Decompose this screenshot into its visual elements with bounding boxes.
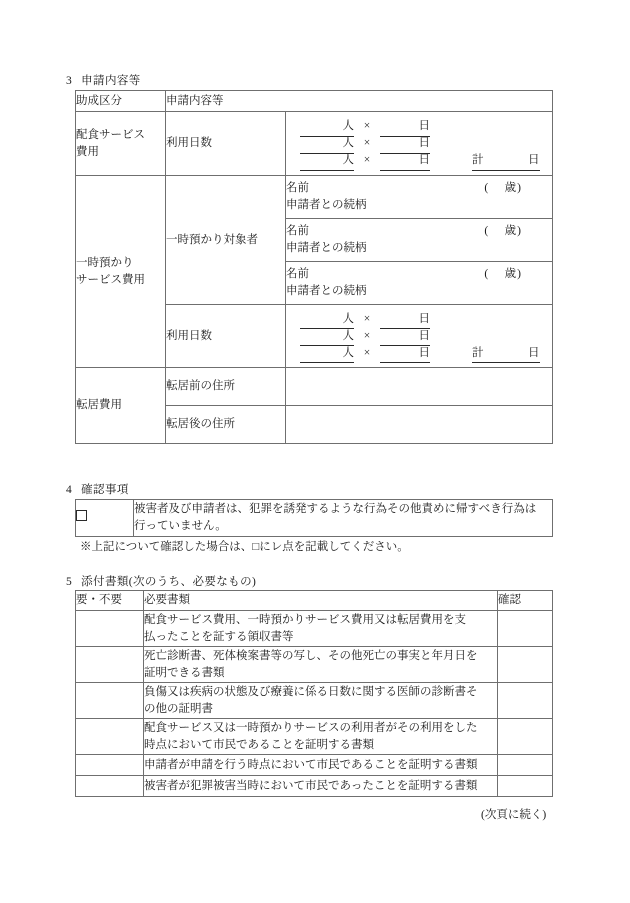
age-open-paren: ( xyxy=(484,225,490,238)
category-label-moving-cost: 転居費用 xyxy=(76,368,166,444)
category-label-temporary-care xyxy=(76,176,166,368)
person-name-label: 名前 xyxy=(286,268,309,281)
confirm-cell[interactable] xyxy=(498,776,553,797)
subject-label-temporary-care-days: 利用日数 xyxy=(166,305,286,368)
header-category: 助成区分 xyxy=(76,91,166,112)
category-label-line1: 配食サービス xyxy=(76,128,145,141)
required-cell[interactable] xyxy=(76,683,144,719)
temporary-care-person-cell[interactable] xyxy=(286,219,553,262)
total-label: 計 xyxy=(472,152,484,171)
person-relation-label: 申請者との続柄 xyxy=(286,199,367,211)
age-open-paren: ( xyxy=(484,268,490,281)
person-age-field[interactable] xyxy=(484,180,522,197)
document-line2: 証明できる書類 xyxy=(144,666,225,679)
days-row xyxy=(300,345,546,362)
confirmation-statement-line1: 被害者及び申請者は、犯罪を誘発するような行為その他責めに帰すべき行為は xyxy=(134,502,537,515)
header-document: 必要書類 xyxy=(144,591,498,611)
person-name-line xyxy=(286,266,552,283)
category-label-meal-service xyxy=(76,112,166,176)
days-row xyxy=(300,152,546,169)
label-address-before: 転居前の住所 xyxy=(166,368,286,406)
required-cell[interactable] xyxy=(76,611,144,647)
application-details-table xyxy=(75,90,553,444)
document-line2: 時点において市民であることを証明する書類 xyxy=(144,738,374,751)
temporary-care-person-cell[interactable] xyxy=(286,262,553,305)
confirm-cell[interactable] xyxy=(498,683,553,719)
temporary-care-days-input-cell[interactable] xyxy=(286,305,553,368)
day-count-blank[interactable]: 日 xyxy=(380,152,430,171)
total-days-blank[interactable]: 日 xyxy=(484,345,540,364)
age-close-paren: ) xyxy=(517,225,522,238)
day-count-blank[interactable]: 日 xyxy=(380,328,430,347)
document-line1: 配食サービス又は一時預かりサービスの利用者がその利用をした xyxy=(144,721,478,734)
document-cell xyxy=(144,611,498,647)
required-cell[interactable] xyxy=(76,719,144,755)
table-row xyxy=(76,719,553,755)
person-count-blank[interactable]: 人 xyxy=(300,328,354,347)
confirmation-note: ※上記について確認した場合は、□にレ点を記載してください。 xyxy=(80,541,409,553)
document-line1: 死亡診断書、死体検案書等の写し、その他死亡の事実と年月日を xyxy=(144,649,478,662)
age-unit: 歳 xyxy=(504,182,518,195)
person-count-blank[interactable]: 人 xyxy=(300,311,354,330)
meal-days-input-cell[interactable] xyxy=(286,112,553,176)
section-4-number: 4 xyxy=(66,484,73,496)
total-days-group xyxy=(472,152,540,171)
age-unit: 歳 xyxy=(504,268,518,281)
total-days-blank[interactable]: 日 xyxy=(484,152,540,171)
person-count-blank[interactable]: 人 xyxy=(300,135,354,154)
day-count-blank[interactable]: 日 xyxy=(380,135,430,154)
header-confirm: 確認 xyxy=(498,591,553,611)
temporary-care-days-block xyxy=(286,306,552,367)
label-address-after: 転居後の住所 xyxy=(166,406,286,444)
required-cell[interactable] xyxy=(76,755,144,776)
value-address-after[interactable] xyxy=(286,406,553,444)
confirmation-row xyxy=(76,500,553,537)
days-row xyxy=(300,135,546,152)
person-relation-label: 申請者との続柄 xyxy=(286,285,367,297)
table-row-moving-before xyxy=(76,368,553,406)
document-line1: 配食サービス費用、一時預かりサービス費用又は転居費用を支 xyxy=(144,613,466,626)
document-line2: の他の証明書 xyxy=(144,702,213,715)
section-5-title: 添付書類(次のうち、必要なもの) xyxy=(81,576,257,588)
document-cell xyxy=(144,755,498,776)
total-label: 計 xyxy=(472,345,484,364)
day-count-blank[interactable]: 日 xyxy=(380,345,430,364)
header-content: 申請内容等 xyxy=(166,91,553,112)
table-row xyxy=(76,683,553,719)
multiply-sign: × xyxy=(363,120,371,132)
table-header-row xyxy=(76,91,553,112)
table-row xyxy=(76,611,553,647)
confirmation-statement-line2: 行っていません。 xyxy=(134,520,227,532)
confirm-cell[interactable] xyxy=(498,611,553,647)
document-line1: 申請者が申請を行う時点において市民であることを証明する書類 xyxy=(144,758,478,771)
person-name-label: 名前 xyxy=(286,225,309,238)
person-age-field[interactable] xyxy=(484,266,522,283)
confirmation-statement xyxy=(134,500,553,537)
required-cell[interactable] xyxy=(76,647,144,683)
document-cell xyxy=(144,719,498,755)
table-row xyxy=(76,755,553,776)
person-name-label: 名前 xyxy=(286,182,309,195)
section-5-heading xyxy=(66,573,256,589)
document-line1: 負傷又は疾病の状態及び療養に係る日数に関する医師の診断書そ xyxy=(144,685,478,698)
person-name-line xyxy=(286,223,552,240)
document-line2: 払ったことを証する領収書等 xyxy=(144,630,294,643)
total-days-group xyxy=(472,345,540,364)
age-unit: 歳 xyxy=(504,225,518,238)
confirm-cell[interactable] xyxy=(498,755,553,776)
table-row xyxy=(76,776,553,797)
section-4-heading xyxy=(66,481,129,497)
confirmation-checkbox-cell[interactable] xyxy=(76,500,134,537)
table-row-temporary-care-person-1 xyxy=(76,176,553,219)
continued-note: (次頁に続く) xyxy=(481,809,547,821)
multiply-sign: × xyxy=(363,312,371,325)
attachments-table xyxy=(75,590,553,797)
section-4-title: 確認事項 xyxy=(81,484,129,496)
document-line1: 被害者が犯罪被害当時において市民であったことを証明する書類 xyxy=(144,779,478,792)
temporary-care-person-cell[interactable] xyxy=(286,176,553,219)
confirmation-table xyxy=(75,499,553,537)
section-3-heading xyxy=(66,72,141,88)
meal-days-block xyxy=(286,113,552,174)
required-cell[interactable] xyxy=(76,776,144,797)
age-open-paren: ( xyxy=(484,182,490,195)
value-address-before[interactable] xyxy=(286,368,553,406)
days-row xyxy=(300,328,546,345)
day-count-blank[interactable]: 日 xyxy=(380,311,430,330)
document-cell xyxy=(144,776,498,797)
document-cell xyxy=(144,647,498,683)
section-5-number: 5 xyxy=(66,576,73,588)
subject-label-meal-days: 利用日数 xyxy=(166,112,286,176)
category-label-line2: サービス費用 xyxy=(76,273,145,286)
person-count-blank[interactable]: 人 xyxy=(300,152,354,171)
person-count-blank[interactable]: 人 xyxy=(300,345,354,364)
person-age-field[interactable] xyxy=(484,223,522,240)
document-cell xyxy=(144,683,498,719)
header-required: 要・不要 xyxy=(76,591,144,611)
category-label-line2: 費用 xyxy=(76,145,99,158)
section-3-number: 3 xyxy=(66,75,73,87)
days-row xyxy=(300,311,546,328)
attachments-header-row xyxy=(76,591,553,611)
age-close-paren: ) xyxy=(517,268,522,281)
confirm-cell[interactable] xyxy=(498,647,553,683)
day-count-blank[interactable]: 日 xyxy=(380,118,430,137)
table-row-meal-service xyxy=(76,112,553,176)
person-name-line xyxy=(286,180,552,197)
category-label-line1: 一時預かり xyxy=(76,256,134,269)
multiply-sign: × xyxy=(363,137,371,149)
confirm-cell[interactable] xyxy=(498,719,553,755)
multiply-sign: × xyxy=(363,329,371,342)
table-row xyxy=(76,647,553,683)
checkbox-icon[interactable] xyxy=(76,510,87,521)
subject-label-temporary-care-target: 一時預かり対象者 xyxy=(166,176,286,305)
person-relation-label: 申請者との続柄 xyxy=(286,242,367,254)
person-count-blank[interactable]: 人 xyxy=(300,118,354,137)
multiply-sign: × xyxy=(363,346,371,359)
days-row xyxy=(300,118,546,135)
age-close-paren: ) xyxy=(517,182,522,195)
section-3-title: 申請内容等 xyxy=(81,75,141,87)
multiply-sign: × xyxy=(363,154,371,166)
